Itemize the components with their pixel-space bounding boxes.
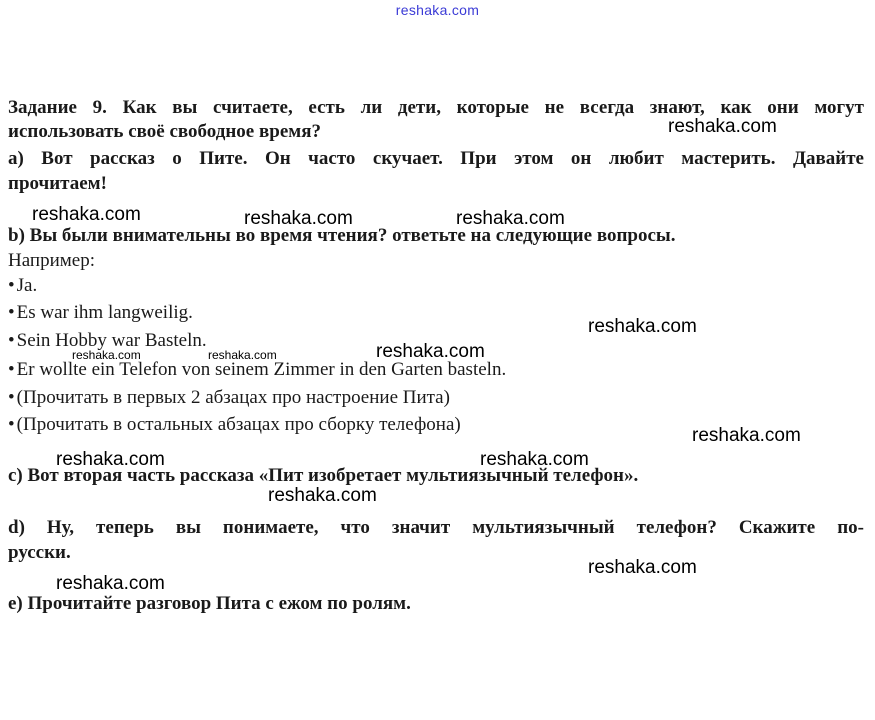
watermark: reshaka.com: [692, 425, 801, 446]
watermark: reshaka.com: [588, 557, 697, 578]
part-c-instruction: c) Вот вторая часть рассказа «Пит изобретает мультиязычный телефон».: [8, 465, 639, 486]
watermark: reshaka.com: [668, 116, 777, 137]
task-title-line2: использовать своё свободное время?: [8, 121, 321, 142]
watermark: reshaka.com: [208, 348, 277, 362]
watermark: reshaka.com: [588, 316, 697, 337]
task-title-line1: Задание 9. Как вы считаете, есть ли дети, которые не всегда знают, как они могут: [8, 97, 864, 118]
part-e-instruction: e) Прочитайте разговор Пита с ежом по ролям.: [8, 593, 411, 614]
watermark: reshaka.com: [456, 208, 565, 229]
watermark: reshaka.com: [56, 573, 165, 594]
watermark: reshaka.com: [72, 348, 141, 362]
watermark: reshaka.com: [268, 485, 377, 506]
answer-bullet: • (Прочитать в остальных абзацах про сборку телефона): [8, 414, 461, 436]
watermark: reshaka.com: [56, 449, 165, 470]
part-d-line1: d) Ну, теперь вы понимаете, что значит мультиязычный телефон? Скажите по-: [8, 517, 864, 538]
answer-bullet: • Ja.: [8, 275, 37, 297]
part-a-line1: a) Вот рассказ о Пите. Он часто скучает. При этом он любит мастерить. Давайте: [8, 148, 864, 169]
watermark: reshaka.com: [376, 341, 485, 362]
watermark: reshaka.com: [480, 449, 589, 470]
part-b-instruction: b) Вы были внимательны во время чтения? ответьте на следующие вопросы.: [8, 225, 676, 246]
answer-bullet: • (Прочитать в первых 2 абзацах про настроение Пита): [8, 387, 450, 409]
answer-bullet: • Er wollte ein Telefon von seinem Zimmer in den Garten basteln.: [8, 359, 506, 381]
watermark: reshaka.com: [244, 208, 353, 229]
answer-bullet: • Es war ihm langweilig.: [8, 302, 193, 324]
watermark: reshaka.com: [32, 204, 141, 225]
part-d-line2: русски.: [8, 542, 71, 563]
example-label: Например:: [8, 250, 95, 271]
site-header-link[interactable]: reshaka.com: [395, 2, 480, 18]
answer-bullet: • Sein Hobby war Basteln.: [8, 330, 207, 352]
part-a-line2: прочитаем!: [8, 173, 107, 194]
